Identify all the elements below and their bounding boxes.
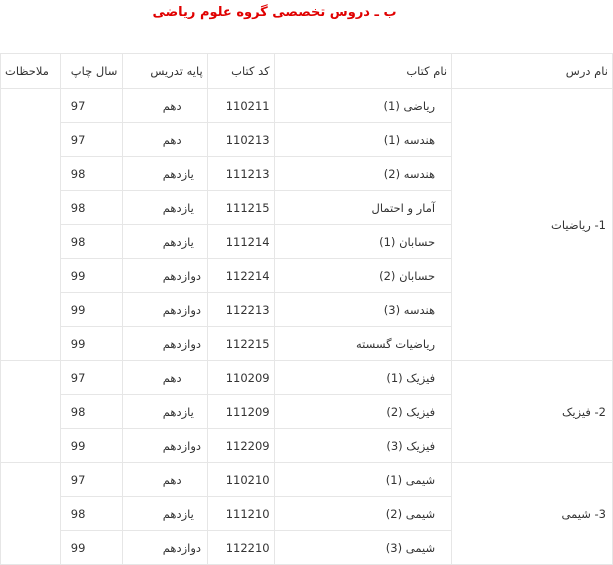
book-code-cell: 110213 xyxy=(207,123,274,157)
grade-cell: دهم xyxy=(122,361,207,395)
table-body xyxy=(1,89,613,565)
book-name-cell: شیمی (3) xyxy=(274,531,451,565)
book-name-cell: ریاضیات گسسته xyxy=(274,327,451,361)
book-name-cell: فیزیک (2) xyxy=(274,395,451,429)
notes-cell xyxy=(1,361,61,463)
print-year-cell: 97 xyxy=(60,361,122,395)
header-notes: ملاحظات xyxy=(1,54,61,89)
book-code-cell: 110211 xyxy=(207,89,274,123)
table-row xyxy=(1,463,613,497)
book-code-cell: 111210 xyxy=(207,497,274,531)
page-title xyxy=(0,2,613,24)
grade-cell: یازدهم xyxy=(122,497,207,531)
print-year-cell: 98 xyxy=(60,395,122,429)
header-book-code: کد کتاب xyxy=(207,54,274,89)
grade-cell: یازدهم xyxy=(122,225,207,259)
print-year-cell: 99 xyxy=(60,293,122,327)
book-name-cell: هندسه (2) xyxy=(274,157,451,191)
print-year-cell: 99 xyxy=(60,327,122,361)
book-code-cell: 111209 xyxy=(207,395,274,429)
print-year-cell: 99 xyxy=(60,259,122,293)
book-name-cell: هندسه (3) xyxy=(274,293,451,327)
print-year-cell: 98 xyxy=(60,225,122,259)
book-name-cell: شیمی (2) xyxy=(274,497,451,531)
grade-cell: دوازدهم xyxy=(122,327,207,361)
book-name-cell: هندسه (1) xyxy=(274,123,451,157)
courses-table xyxy=(0,53,613,565)
grade-cell: دوازدهم xyxy=(122,259,207,293)
book-code-cell: 110210 xyxy=(207,463,274,497)
header-print-year: سال چاپ xyxy=(60,54,122,89)
grade-cell: یازدهم xyxy=(122,157,207,191)
course-name-cell: 2- فیزیک xyxy=(452,361,613,463)
table-row xyxy=(1,361,613,395)
book-code-cell: 111214 xyxy=(207,225,274,259)
print-year-cell: 99 xyxy=(60,429,122,463)
table-row xyxy=(1,89,613,123)
book-code-cell: 111215 xyxy=(207,191,274,225)
grade-cell: دوازدهم xyxy=(122,531,207,565)
book-code-cell: 112210 xyxy=(207,531,274,565)
book-code-cell: 111213 xyxy=(207,157,274,191)
header-grade: پایه تدریس xyxy=(122,54,207,89)
notes-cell xyxy=(1,89,61,361)
book-code-cell: 112209 xyxy=(207,429,274,463)
book-name-cell: حسابان (2) xyxy=(274,259,451,293)
book-name-cell: حسابان (1) xyxy=(274,225,451,259)
book-name-cell: فیزیک (3) xyxy=(274,429,451,463)
book-code-cell: 112215 xyxy=(207,327,274,361)
table-header-row xyxy=(1,54,613,89)
grade-cell: یازدهم xyxy=(122,191,207,225)
book-name-cell: ریاضی (1) xyxy=(274,89,451,123)
print-year-cell: 99 xyxy=(60,531,122,565)
book-name-cell: شیمی (1) xyxy=(274,463,451,497)
book-code-cell: 110209 xyxy=(207,361,274,395)
print-year-cell: 97 xyxy=(60,123,122,157)
page-title-text: ب ـ دروس تخصصی گروه علوم ریاضی xyxy=(152,5,397,20)
print-year-cell: 97 xyxy=(60,463,122,497)
print-year-cell: 98 xyxy=(60,191,122,225)
course-name-cell: 1- ریاضیات xyxy=(452,89,613,361)
book-name-cell: آمار و احتمال xyxy=(274,191,451,225)
grade-cell: یازدهم xyxy=(122,395,207,429)
print-year-cell: 98 xyxy=(60,157,122,191)
print-year-cell: 98 xyxy=(60,497,122,531)
book-code-cell: 112214 xyxy=(207,259,274,293)
grade-cell: دوازدهم xyxy=(122,293,207,327)
grade-cell: دهم xyxy=(122,463,207,497)
grade-cell: دهم xyxy=(122,89,207,123)
grade-cell: دهم xyxy=(122,123,207,157)
grade-cell: دوازدهم xyxy=(122,429,207,463)
book-name-cell: فیزیک (1) xyxy=(274,361,451,395)
notes-cell xyxy=(1,463,61,565)
header-course-name: نام درس xyxy=(452,54,613,89)
print-year-cell: 97 xyxy=(60,89,122,123)
header-book-name: نام کتاب xyxy=(274,54,451,89)
book-code-cell: 112213 xyxy=(207,293,274,327)
course-name-cell: 3- شیمی xyxy=(452,463,613,565)
